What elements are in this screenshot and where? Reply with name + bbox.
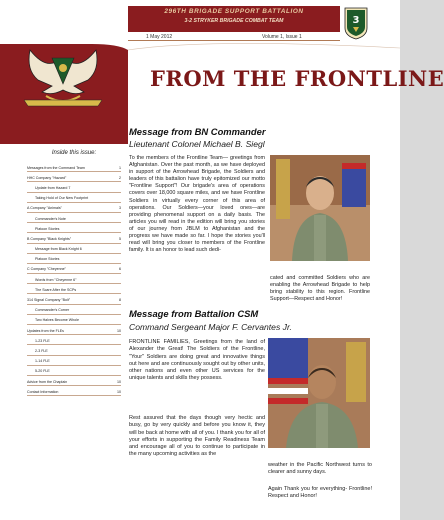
csm-message-body-1: FRONTLINE FAMILIES, Greetings from the land of Alexander the Great! The Soldiers of the Frontline, "Your" Soldiers are doing great and innovative things out here and are continuously sought out by other units, other nations and even other US services for the unique talents and skills they possess. (129, 339, 265, 382)
csm-closing: Again Thank you for everything- Frontline! Respect and Honor! (268, 486, 372, 500)
toc-item-page: 6 (119, 267, 121, 272)
toc-item-page: 3 (119, 206, 121, 211)
toc-item (27, 172, 121, 182)
toc-item-label: Platoon Stories (35, 226, 60, 231)
commander-message-body: To the members of the Frontline Team— greetings from Afghanistan. Over the past month, as we have deployed in support of the Arrowhead Brigade, the Soldiers and leaders of this battalion have truly epitomized our motto "Frontline Support"! Our brigade's area of operations covers over 18,000 square miles, and we have Frontline Soldiers in virtually every corner of this area of operations. Our Soldiers—your loved ones—are providing phenomenal support on a daily basis. The articles you will read in the edition will bring you stories of our journey from JBLM to Afghanistan and the progress we have made so far. I hope the stories you'll read will bring you closer to members of the Frontline family. It is an honor to lead such dedi- (129, 155, 265, 254)
newsletter-title: FROM THE FRONTLINE (150, 66, 444, 91)
issue-date: 1 May 2012 (146, 34, 173, 40)
toc-item-label: Messages from the Command Team (27, 165, 85, 170)
toc-item (27, 335, 121, 345)
toc-item (27, 254, 121, 264)
toc-item-page: 8 (119, 298, 121, 303)
toc-item (27, 356, 121, 366)
toc-item (27, 315, 121, 325)
toc-item-label: Updates from the FLEs (27, 328, 64, 333)
csm-message-title: Message from Battalion CSM (129, 308, 259, 319)
toc-item (27, 162, 121, 172)
commander-message-continued: cated and committed Soldiers who are enabling the Arrowhead Brigade to help bring stability to this region. Frontline Support—Respect and Honor! (270, 275, 370, 303)
toc-item-label: 5-20 FLE (35, 369, 50, 374)
toc-item (27, 233, 121, 243)
toc-heading: Inside this issue: (51, 150, 97, 156)
toc-item-label: Contact Information (27, 389, 59, 394)
toc-item-label: Message from Black Knight 6 (35, 247, 82, 252)
toc-item-page: 10 (117, 389, 121, 394)
toc-item (27, 274, 121, 284)
toc-item-page: 10 (117, 328, 121, 333)
toc-item-label: Commander's Note (35, 216, 66, 221)
toc-item (27, 284, 121, 294)
toc-item (27, 294, 121, 304)
toc-item-label: C Company "Cheyenne" (27, 267, 66, 272)
arrowhead-crest-icon (22, 40, 104, 116)
toc-item-page: 1 (119, 165, 121, 170)
toc-item-label: A Company "Animals" (27, 206, 62, 211)
toc-item (27, 325, 121, 335)
toc-item (27, 305, 121, 315)
toc-item-label: 1-23 FLE (35, 338, 50, 343)
toc-item (27, 223, 121, 233)
toc-item (27, 264, 121, 274)
csm-name: Command Sergeant Major F. Cervantes Jr. (129, 322, 292, 332)
table-of-contents (27, 150, 121, 396)
commander-photo (270, 155, 370, 261)
toc-item (27, 182, 121, 192)
commander-name: Lieutenant Colonel Michael B. Siegl (129, 139, 265, 149)
toc-item (27, 345, 121, 355)
toc-item (27, 376, 121, 386)
csm-message-body-2: Rest assured that the days though very hectic and busy, go by very quickly and before you know it, they will be back at home with all of you. I thank you for all of your efforts in supporting the Family Readiness Team and encourage all of you to continue to participate in the many upcoming activities as the (129, 415, 265, 458)
toc-item-label: Words from "Cheyenne 6" (35, 277, 77, 282)
csm-message-continued: weather in the Pacific Northwest turns to clearer and sunny days. (268, 462, 372, 476)
unit-name: 296TH BRIGADE SUPPORT BATTALION (164, 8, 304, 15)
toc-item-page: 2 (119, 175, 121, 180)
toc-item-label: Update from Hazard 7 (35, 185, 71, 190)
commander-message-title: Message from BN Commander (129, 126, 266, 137)
toc-item (27, 366, 121, 376)
toc-item-page: 10 (117, 379, 121, 384)
toc-item-label: Commander's Corner (35, 308, 70, 313)
team-name: 3-2 STRYKER BRIGADE COMBAT TEAM (184, 18, 284, 24)
toc-item-label: The Scare After the SCPs (35, 287, 77, 292)
toc-item-label: Advice from the Chaplain (27, 379, 68, 384)
toc-item-label: Two Halves Become Whole (35, 318, 79, 323)
toc-item (27, 193, 121, 203)
toc-item-label: Taking Hold of Our New Footprint (35, 196, 89, 201)
csm-photo (268, 338, 370, 448)
toc-item-label: 2-3 FLE (35, 348, 48, 353)
toc-item (27, 213, 121, 223)
toc-item (27, 203, 121, 213)
issue-volume: Volume 1, Issue 1 (262, 34, 302, 40)
insignia-number: 3 (352, 15, 360, 26)
toc-item-label: B Company "Black Knights" (27, 236, 72, 241)
toc-item-page: 5 (119, 236, 121, 241)
toc-item-label: Platoon Stories (35, 257, 60, 262)
toc-item (27, 244, 121, 254)
toc-list (27, 162, 121, 396)
toc-item-label: HHC Company "Hazard" (27, 175, 67, 180)
toc-item-label: 1-14 FLE (35, 359, 50, 364)
toc-item (27, 386, 121, 396)
brigade-insignia-icon (344, 6, 368, 40)
toc-item-label: 314 Signal Company "Bolt" (27, 298, 71, 303)
